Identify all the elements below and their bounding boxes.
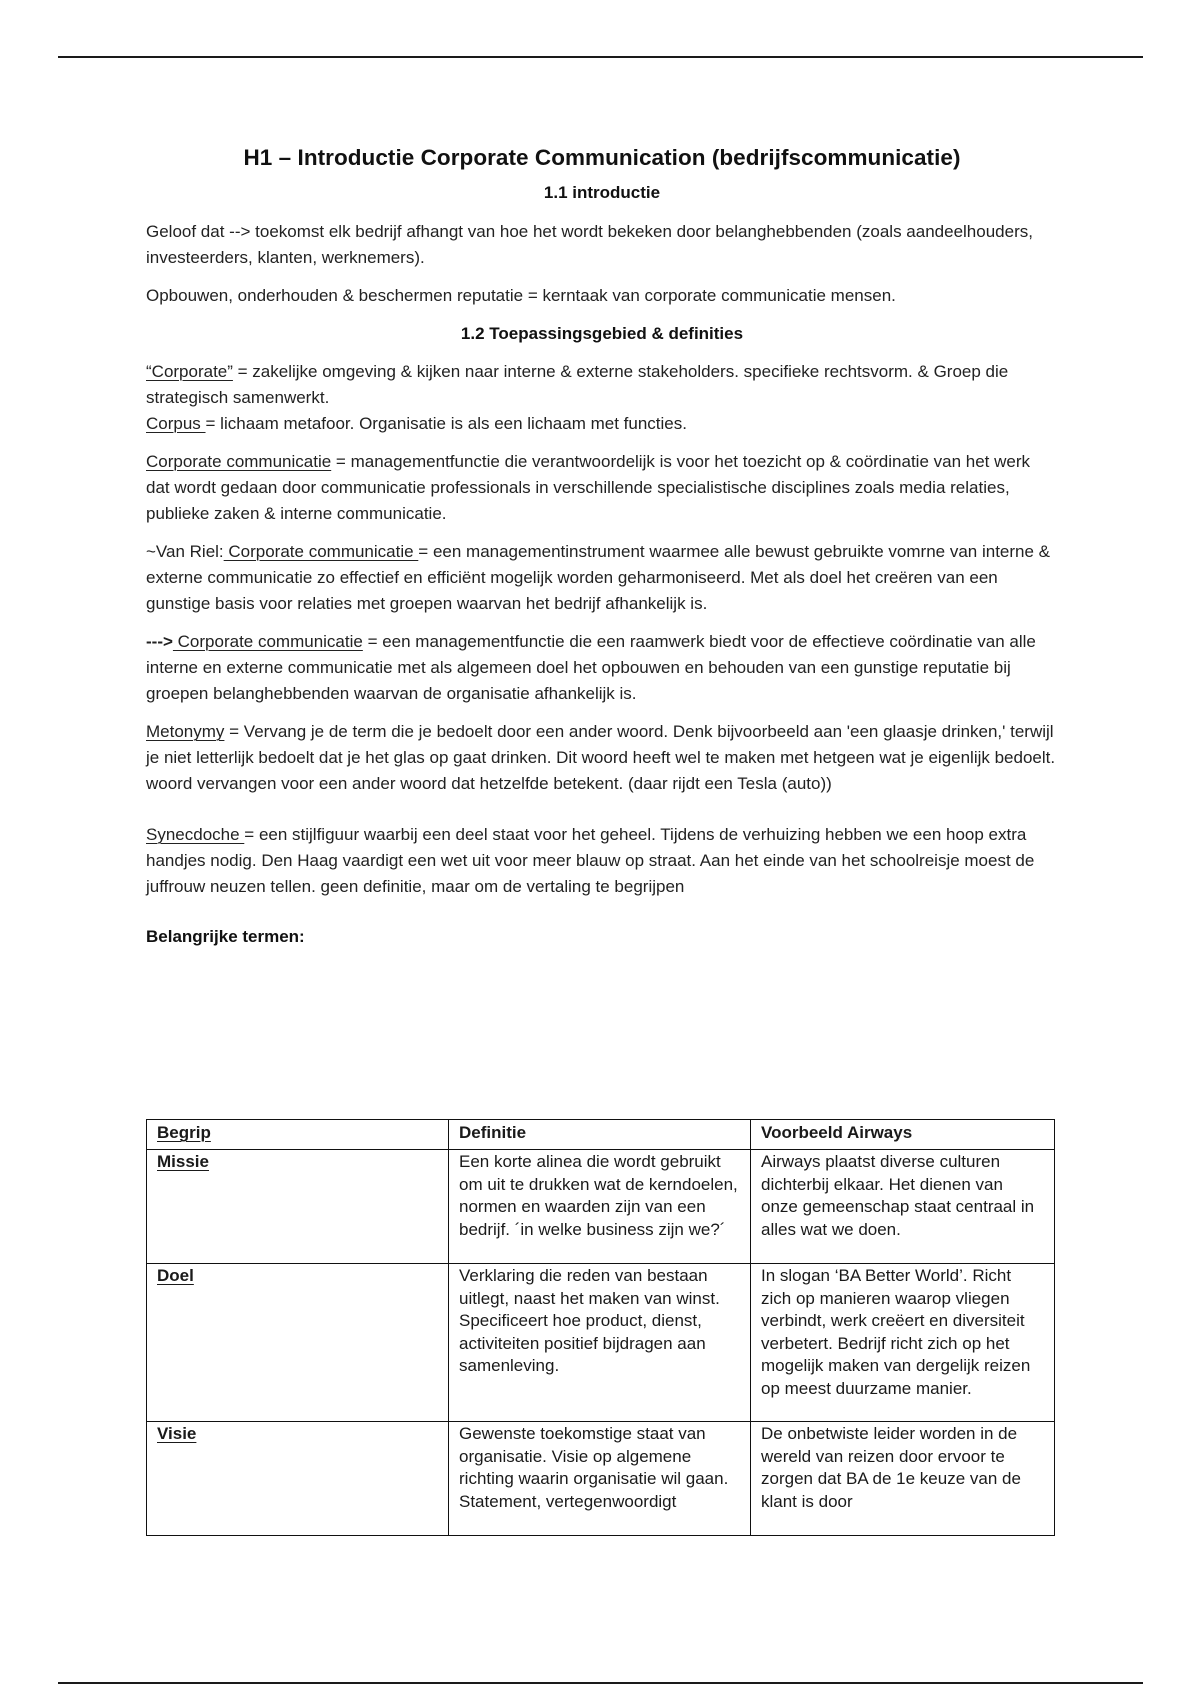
paragraph-van-riel	[146, 539, 1058, 617]
header-voorbeeld-airways: Voorbeeld Airways	[751, 1120, 1055, 1150]
section-heading-introductie: 1.1 introductie	[543, 183, 661, 202]
term-corporate-communicatie: Corporate communicatie	[146, 452, 332, 471]
definition-cell: Gewenste toekomstige staat van organisatie. Visie op algemene richting waarin organisatie wil gaan. Statement, vertegenwoordigt	[449, 1422, 751, 1536]
terms-table	[146, 1119, 1055, 1536]
term-metonymy: Metonymy	[146, 722, 225, 741]
definition-corporate: = zakelijke omgeving & kijken naar interne & externe stakeholders. specifieke rechtsvorm. & Groep die strategisch samenwerkt.	[146, 362, 1009, 407]
definition-metonymy: = Vervang je de term die je bedoelt door een ander woord. Denk bijvoorbeeld aan 'een glaasje drinken,' terwijl je niet letterlijk bedoelt dat je het glas op gaat drinken. Dit woord heeft wel te maken met hetgeen wat je eigenlijk bedoelt. woord vervangen voor een ander woord dat hetzelfde betekent. (daar rijdt een Tesla (auto))	[146, 722, 1056, 793]
terms-heading: Belangrijke termen:	[146, 927, 305, 946]
section-heading-toepassingsgebied: 1.2 Toepassingsgebied & definities	[460, 324, 744, 343]
paragraph-arrow-definition	[146, 629, 1058, 707]
arrow-prefix: --->	[146, 632, 173, 651]
bottom-rule	[58, 1682, 1143, 1684]
paragraph-corporate	[146, 359, 1058, 437]
term-cell: Missie	[147, 1150, 449, 1264]
term-arrow-corporate-communicatie: Corporate communicatie	[172, 632, 363, 651]
header-begrip: Begrip	[147, 1120, 449, 1150]
term-cell: Visie	[147, 1422, 449, 1536]
paragraph-opbouwen: Opbouwen, onderhouden & beschermen reputatie = kerntaak van corporate communicatie mensen.	[146, 286, 896, 305]
paragraph-synecdoche	[146, 822, 1058, 900]
term-van-riel-corporate-communicatie: Corporate communicatie	[223, 542, 419, 561]
paragraph-metonymy	[146, 719, 1058, 797]
table-header-row	[147, 1120, 1055, 1150]
paragraph-corporate-communicatie	[146, 449, 1058, 527]
definition-cell: Een korte alinea die wordt gebruikt om uit te drukken wat de kerndoelen, normen en waarden zijn van een bedrijf. ´in welke business zijn we?´	[449, 1150, 751, 1264]
definition-corpus: = lichaam metafoor. Organisatie is als een lichaam met functies.	[205, 414, 687, 433]
page-title: H1 – Introductie Corporate Communication (bedrijfscommunicatie)	[243, 145, 961, 170]
van-riel-prefix: ~Van Riel:	[146, 542, 224, 561]
definition-corporate-communicatie: = managementfunctie die verantwoordelijk is voor het toezicht op & coördinatie van het werk dat wordt gedaan door communicatie professionals in verschillende specialistische disciplines zoals media relaties, publieke zaken & interne communicatie.	[146, 452, 1031, 523]
term-cell: Doel	[147, 1264, 449, 1422]
table-row	[147, 1150, 1055, 1264]
paragraph-geloof: Geloof dat --> toekomst elk bedrijf afhangt van hoe het wordt bekeken door belanghebbenden (zoals aandeelhouders, investeerders, klanten, werknemers).	[146, 222, 1033, 267]
header-definitie: Definitie	[449, 1120, 751, 1150]
example-cell: In slogan ‘BA Better World’. Richt zich op manieren waarop vliegen verbindt, werk creëert en diversiteit verbetert. Bedrijf richt zich op het mogelijk maken van dergelijk reizen op meest duurzame manier.	[751, 1264, 1055, 1422]
definition-arrow: = een managementfunctie die een raamwerk biedt voor de effectieve coördinatie van alle interne en externe communicatie met als algemeen doel het opbouwen en behouden van een gunstige reputatie bij groepen belanghebbenden waarvan de organisatie afhankelijk is.	[146, 632, 1036, 703]
term-corpus: Corpus	[146, 414, 206, 433]
document-page	[146, 140, 1058, 1511]
definition-synecdoche: = een stijlfiguur waarbij een deel staat voor het geheel. Tijdens de verhuizing hebben we een hoop extra handjes nodig. Den Haag vaardigt een wet uit voor meer blauw op straat. Aan het einde van het schoolreisje moest de juffrouw neuzen tellen. geen definitie, maar om de vertaling te begrijpen	[146, 825, 1035, 896]
example-cell: Airways plaatst diverse culturen dichterbij elkaar. Het dienen van onze gemeenschap staat centraal in alles wat we doen.	[751, 1150, 1055, 1264]
top-rule	[58, 56, 1143, 58]
definition-van-riel: = een managementinstrument waarmee alle bewust gebruikte vomrne van interne & externe communicatie zo effectief en efficiënt mogelijk worden geharmoniseerd. Met als doel het creëren van een gunstige basis voor relaties met groepen waarvan het bedrijf afhankelijk is.	[146, 542, 1051, 613]
table-row	[147, 1422, 1055, 1536]
example-cell: De onbetwiste leider worden in de wereld van reizen door ervoor te zorgen dat BA de 1e keuze van de klant is door	[751, 1422, 1055, 1536]
table-row	[147, 1264, 1055, 1422]
term-corporate: “Corporate”	[146, 362, 233, 381]
term-synecdoche: Synecdoche	[146, 825, 245, 844]
definition-cell: Verklaring die reden van bestaan uitlegt, naast het maken van winst. Specificeert hoe product, dienst, activiteiten positief bijdragen aan samenleving.	[449, 1264, 751, 1422]
